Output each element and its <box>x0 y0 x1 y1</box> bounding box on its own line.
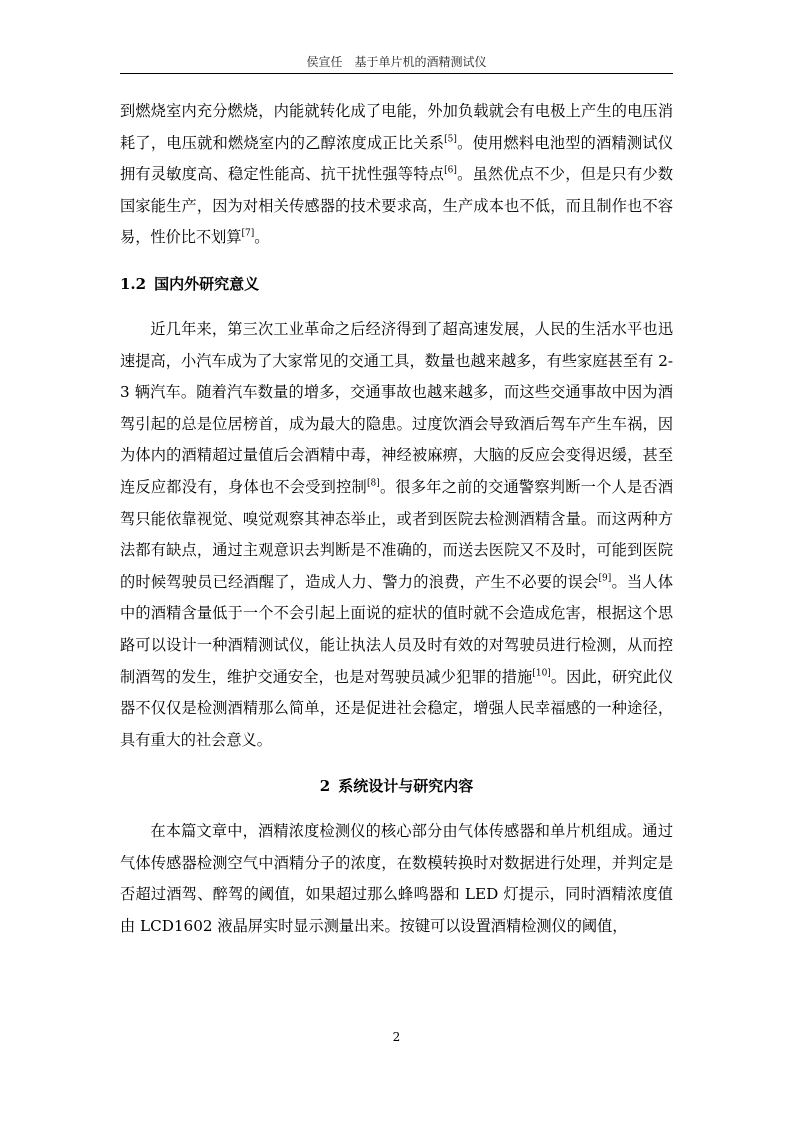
page-body <box>120 96 673 943</box>
citation-10: [10] <box>532 667 551 678</box>
section-title: 国内外研究意义 <box>154 274 260 293</box>
running-header <box>120 54 673 70</box>
header-title: 基于单片机的酒精测试仪 <box>354 55 487 69</box>
page-number: 2 <box>392 1030 401 1044</box>
header-rule <box>120 73 673 74</box>
paragraph-significance: 近几年来，第三次工业革命之后经济得到了超高速发展，人民的生活水平也迅速提高，小汽车成为了大家常见的交通工具，数量也越来越多，有些家庭甚至有 2-3 辆汽车。随着汽车数量的增多，交通事故也越来越多，而这些交通事故中因为酒驾引起的总是位居榜首，成为最大的隐患。过度饮酒会导致酒后驾车产生车祸，因为体内的酒精超过量值后会酒精中毒，神经被麻痹，大脑的反应会变得迟缓，甚至连反应都没有，身体也不会受到控制[8]。很多年之前的交通警察判断一个人是否酒驾只能依靠视觉、嗅觉观察其神态举止，或者到医院去检测酒精含量。而这两种方法都有缺点，通过主观意识去判断是不准确的，而送去医院又不及时，可能到医院的时候驾驶员已经酒醒了，造成人力、警力的浪费，产生不必要的误会[9]。当人体中的酒精含量低于一个不会引起上面说的症状的值时就不会造成危害，根据这个思路可以设计一种酒精测试仪，能让执法人员及时有效的对驾驶员进行检测，从而控制酒驾的发生，维护交通安全，也是对驾驶员减少犯罪的措施[10]。因此，研究此仪器不仅仅是检测酒精那么简单，还是促进社会稳定，增强人民幸福感的一种途径，具有重大的社会意义。 <box>120 319 674 749</box>
section-number: 1.2 <box>120 274 147 293</box>
paragraph-system-design: 在本篇文章中，酒精浓度检测仪的核心部分由气体传感器和单片机组成。通过气体传感器检测空气中酒精分子的浓度，在数模转换时对数据进行处理，并判定是否超过酒驾、醉驾的阈值，如果超过那么蜂鸣器和 LED 灯提示，同时酒精浓度值由 LCD1602 液晶屏实时显示测量出来。按键可以设置酒精检测仪的阈值， <box>120 822 673 936</box>
header-author: 侯宣任 <box>306 55 343 69</box>
citation-6: [6] <box>444 165 457 176</box>
section-heading-1-2 <box>120 268 673 300</box>
section-title: 系统设计与研究内容 <box>338 777 474 796</box>
citation-9: [9] <box>598 572 612 583</box>
section-heading-2 <box>120 770 673 802</box>
citation-7: [7] <box>241 228 255 239</box>
paragraph-continuation: 到燃烧室内充分燃烧，内能就转化成了电能，外加负载就会有电极上产生的电压消耗了，电压就和燃烧室内的乙醇浓度成正比关系[5]。使用燃料电池型的酒精测试仪拥有灵敏度高、稳定性能高、抗干扰性强等特点[6]。虽然优点不少，但是只有少数国家能生产，因为对相关传感器的技术要求高，生产成本也不低，而且制作也不容易，性价比不划算[7]。 <box>120 102 674 247</box>
section-number: 2 <box>319 777 331 796</box>
citation-5: [5] <box>444 133 457 144</box>
citation-8: [8] <box>366 478 380 489</box>
